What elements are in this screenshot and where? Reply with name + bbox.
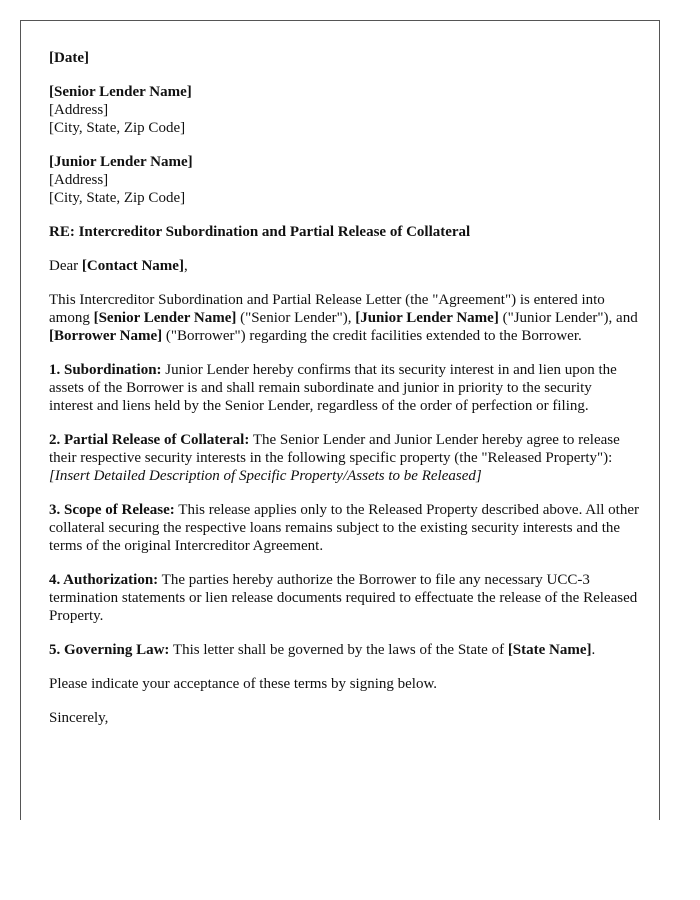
section-governing-law	[49, 641, 639, 659]
section-1-heading: 1. Subordination:	[49, 362, 162, 378]
section-5-heading: 5. Governing Law:	[49, 642, 170, 658]
date-field: [Date]	[49, 50, 89, 66]
junior-lender-city: [City, State, Zip Code]	[49, 190, 186, 206]
section-2-heading: 2. Partial Release of Collateral:	[49, 432, 250, 448]
date-block	[49, 49, 639, 67]
section-5-end: .	[591, 642, 596, 658]
state-name: [State Name]	[507, 642, 592, 658]
intro-text-3: ("Junior Lender"), and	[498, 310, 638, 326]
intro-junior-name: [Junior Lender Name]	[355, 310, 499, 326]
intro-paragraph	[49, 291, 639, 345]
salutation-suffix: ,	[183, 258, 188, 274]
section-4-heading: 4. Authorization:	[49, 572, 159, 588]
section-4-text: The parties hereby authorize the Borrower to file any necessary UCC-3 termination statements or lien release documents required to effectuate the release of the Released Property.	[49, 572, 638, 624]
salutation	[49, 257, 639, 275]
section-5-text: This letter shall be governed by the laws of the State of	[169, 642, 508, 658]
closing: Sincerely,	[49, 710, 109, 726]
junior-lender-name: [Junior Lender Name]	[49, 154, 193, 170]
acceptance-request: Please indicate your acceptance of these terms by signing below.	[49, 676, 438, 692]
section-scope-of-release	[49, 501, 639, 555]
re-line: RE: Intercreditor Subordination and Partial Release of Collateral	[49, 224, 471, 240]
senior-lender-city: [City, State, Zip Code]	[49, 120, 186, 136]
junior-lender-address-block	[49, 153, 639, 207]
senior-lender-address-block	[49, 83, 639, 137]
section-2-text: The Senior Lender and Junior Lender hereby agree to release their respective security interests in the following specific property (the "Released Property"):	[49, 432, 620, 466]
section-subordination	[49, 361, 639, 415]
section-3-heading: 3. Scope of Release:	[49, 502, 175, 518]
senior-lender-name: [Senior Lender Name]	[49, 84, 192, 100]
section-1-text: Junior Lender hereby confirms that its security interest in and lien upon the assets of the Borrower is and shall remain subordinate and junior in priority to the security interest and liens held by the Senior Lender, regardless of the order of perfection or filing.	[49, 362, 617, 414]
letter-page	[20, 20, 660, 820]
salutation-prefix: Dear	[49, 258, 82, 274]
intro-senior-name: [Senior Lender Name]	[93, 310, 237, 326]
letter-content	[49, 49, 639, 743]
intro-text-1: This Intercreditor Subordination and Partial Release Letter (the "Agreement") is entered into among	[49, 292, 605, 326]
senior-lender-address: [Address]	[49, 102, 109, 118]
contact-name: [Contact Name]	[81, 258, 184, 274]
section-3-text: This release applies only to the Released Property described above. All other collateral securing the respective loans remains subject to the existing security interests and the terms of the original Intercreditor Agreement.	[49, 502, 639, 554]
released-property-placeholder: [Insert Detailed Description of Specific Property/Assets to be Released]	[49, 468, 482, 484]
section-partial-release	[49, 431, 639, 485]
junior-lender-address: [Address]	[49, 172, 109, 188]
intro-borrower-name: [Borrower Name]	[49, 328, 163, 344]
intro-text-2: ("Senior Lender"),	[236, 310, 356, 326]
intro-text-4: ("Borrower") regarding the credit facilities extended to the Borrower.	[162, 328, 582, 344]
section-authorization	[49, 571, 639, 625]
